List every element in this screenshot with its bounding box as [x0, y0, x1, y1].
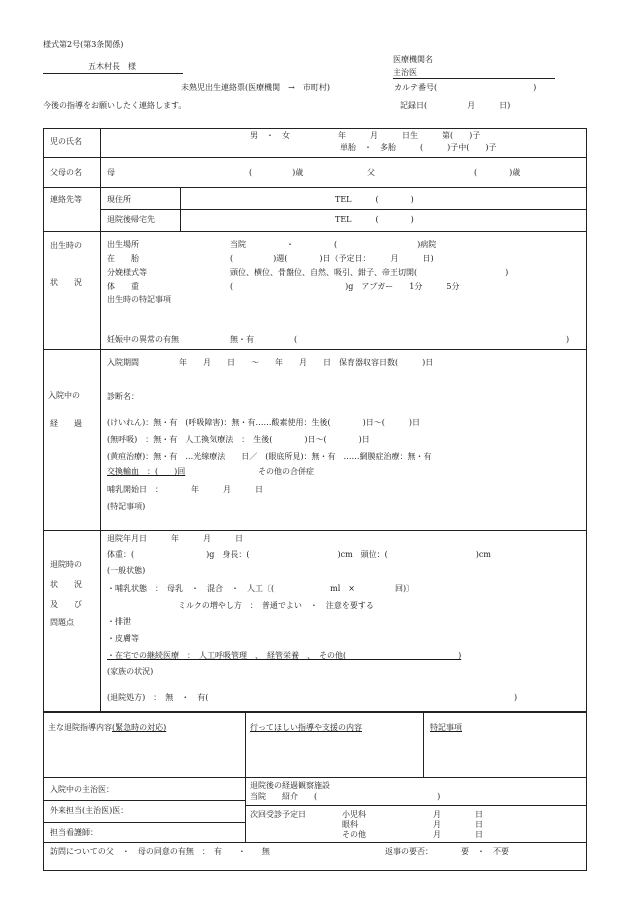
birth-place-value: 当院 ・ ( )病院 [230, 240, 437, 249]
ped-month: 月 [433, 810, 441, 819]
family-situation-label: (家族の状況) [107, 667, 154, 676]
birth-section-label-top: 出生時の [50, 241, 82, 250]
discharge-prescription: (退院処方) ： 無 ・ 有( [107, 693, 209, 702]
follow-up-facility-title: 退院後の経過観察施設 [250, 781, 330, 790]
other-month: 月 [433, 830, 441, 839]
diagnosis-label: 診断名： [107, 392, 139, 401]
mother-label: 母 [107, 168, 115, 177]
form-title: 未熟児出生連絡票(医療機関 → 市町村) [181, 83, 330, 92]
parents-label: 父母の名 [50, 168, 82, 177]
ped-day: 日 [475, 810, 483, 819]
weight-apgar-value: ( )g アプガー 1分 5分 [230, 282, 460, 291]
child-name-label: 児の氏名 [50, 137, 82, 146]
child-sex-birth-order: 男 ・ 女 年 月 日生 第( )子 [250, 131, 481, 140]
mother-age: ( )歳 [249, 168, 304, 177]
outpatient-doctor-label: 外来担当(主治医)医： [50, 806, 129, 815]
gestation-value: ( )週( )日（予定日： 月 日) [230, 254, 434, 263]
other-day: 日 [475, 830, 483, 839]
discharge-label-1: 退院時の [50, 560, 82, 569]
course-special-notes: (特記事項) [107, 502, 146, 511]
weight-label: 体 重 [107, 282, 139, 291]
contact-label: 連絡先等 [50, 195, 82, 204]
return-address-label: 退院後帰宅先 [107, 215, 155, 224]
institution-name-label: 医療機関名 [393, 55, 433, 64]
addressee: 五木村長 様 [88, 62, 136, 71]
discharge-label-4: 問題点 [50, 618, 74, 627]
discharge-label-3: 及 び [50, 600, 82, 609]
birth-place-label: 出生場所 [107, 240, 139, 249]
jaundice-fundus-line: (黄疸治療)：無・有 …光線療法 日／ (眼底所見)：無・有 ……網膜症治療：無・有 [107, 452, 432, 461]
doctor-underline [393, 78, 555, 79]
discharge-label-2: 状 況 [50, 580, 82, 589]
requested-support-label: 行ってほしい指導や支援の内容 [250, 723, 362, 732]
father-age: ( )歳 [474, 168, 521, 177]
seizure-respiratory-line: (けいれん)：無・有 (呼吸障害)：無・有……酸素使用：生後( )日〜( )日 [107, 418, 420, 427]
birth-special-notes: 出生時の特記事項 [107, 295, 171, 304]
feeding-status: ・哺乳状態 ： 母乳 ・ 混合 ・ 人工〔( ml × 回)〕 [107, 584, 415, 593]
next-visit-ophthalmology: 眼科 [342, 820, 358, 829]
other-complications: その他の合併症 [258, 467, 314, 476]
karte-number: カルテ番号( ) [394, 83, 537, 92]
follow-up-facility-line: 当院 紹介 ( ) [250, 792, 441, 801]
discharge-date: 退院年月日 年 月 日 [107, 534, 243, 543]
form-number: 様式第2号(第3条関係) [43, 40, 124, 49]
next-visit-pediatrics: 小児科 [342, 810, 366, 819]
delivery-label: 分娩様式等 [107, 268, 147, 277]
next-visit-label: 次回受診予定日 [250, 810, 306, 819]
pregnancy-abnormality-label: 妊娠中の異常の有無 [107, 335, 179, 344]
admission-period: 入院期間 年 月 日 〜 年 月 日 保育器収容日数( )日 [107, 358, 434, 367]
pregnancy-close-paren: ) [566, 335, 570, 344]
delivery-value: 頭位、横位、骨盤位、自然、吸引、鉗子、帝王切開( ) [230, 268, 509, 277]
milk-increase-method: ミルクの増やし方 ： 普通でよい ・ 注意を要する [178, 601, 374, 610]
discharge-measurements: 体重：( )g 身長：( )cm 頭位：( )cm [107, 550, 491, 559]
gestation-label: 在 胎 [107, 254, 139, 263]
birth-section-label-bottom: 状 況 [50, 278, 82, 287]
guidance-main-label: 主な退院指導内容(緊急時の対応) [48, 723, 167, 732]
course-section-label-bottom: 経 過 [50, 419, 82, 428]
reply-required: 返事の要否： 要 ・ 不要 [385, 847, 509, 856]
prescription-close-paren: ) [514, 693, 518, 702]
eye-day: 日 [475, 820, 483, 829]
feeding-start-date: 哺乳開始日 ： 年 月 日 [107, 485, 263, 494]
guidance-special-notes-label: 特記事項 [430, 723, 462, 732]
request-text: 今後の指導をお願いしたく連絡します。 [43, 101, 187, 110]
course-section-label-top: 入院中の [48, 391, 80, 400]
return-address-tel: TEL ( ) [335, 215, 414, 224]
home-medical-care: ・在宅での継続医療 ： 人工呼吸管理 、 経管栄養 、 その他( ) [107, 651, 462, 660]
child-multiplicity: 単胎 ・ 多胎 ( )子中( )子 [340, 143, 497, 152]
pregnancy-abnormality-value: 無・有 ( [230, 335, 298, 344]
father-label: 父 [367, 168, 375, 177]
nurse-label: 担当看護師： [50, 828, 98, 837]
next-visit-other: その他 [342, 830, 366, 839]
addressee-underline [43, 73, 183, 74]
emergency-response-label: (緊急時の対応) [112, 723, 167, 732]
exchange-transfusion: 交換輸血 ：( )回 [107, 467, 186, 476]
record-date: 記録日( 月 日) [400, 101, 511, 110]
doctor-label: 主治医 [393, 68, 417, 77]
excretion-label: ・排泄 [107, 617, 131, 626]
current-address-tel: TEL ( ) [335, 195, 414, 204]
skin-label: ・皮膚等 [107, 634, 139, 643]
eye-month: 月 [433, 820, 441, 829]
current-address-label: 現住所 [107, 195, 131, 204]
inpatient-doctor-label: 入院中の主治医： [50, 785, 114, 794]
general-condition-label: (一般状態) [107, 566, 146, 575]
visit-consent: 訪問についての父 ・ 母の同意の有無 ： 有 ・ 無 [50, 847, 270, 856]
apnea-ventilation-line: (無呼吸) ：無・有 人工換気療法 ： 生後( )日〜( )日 [107, 435, 370, 444]
